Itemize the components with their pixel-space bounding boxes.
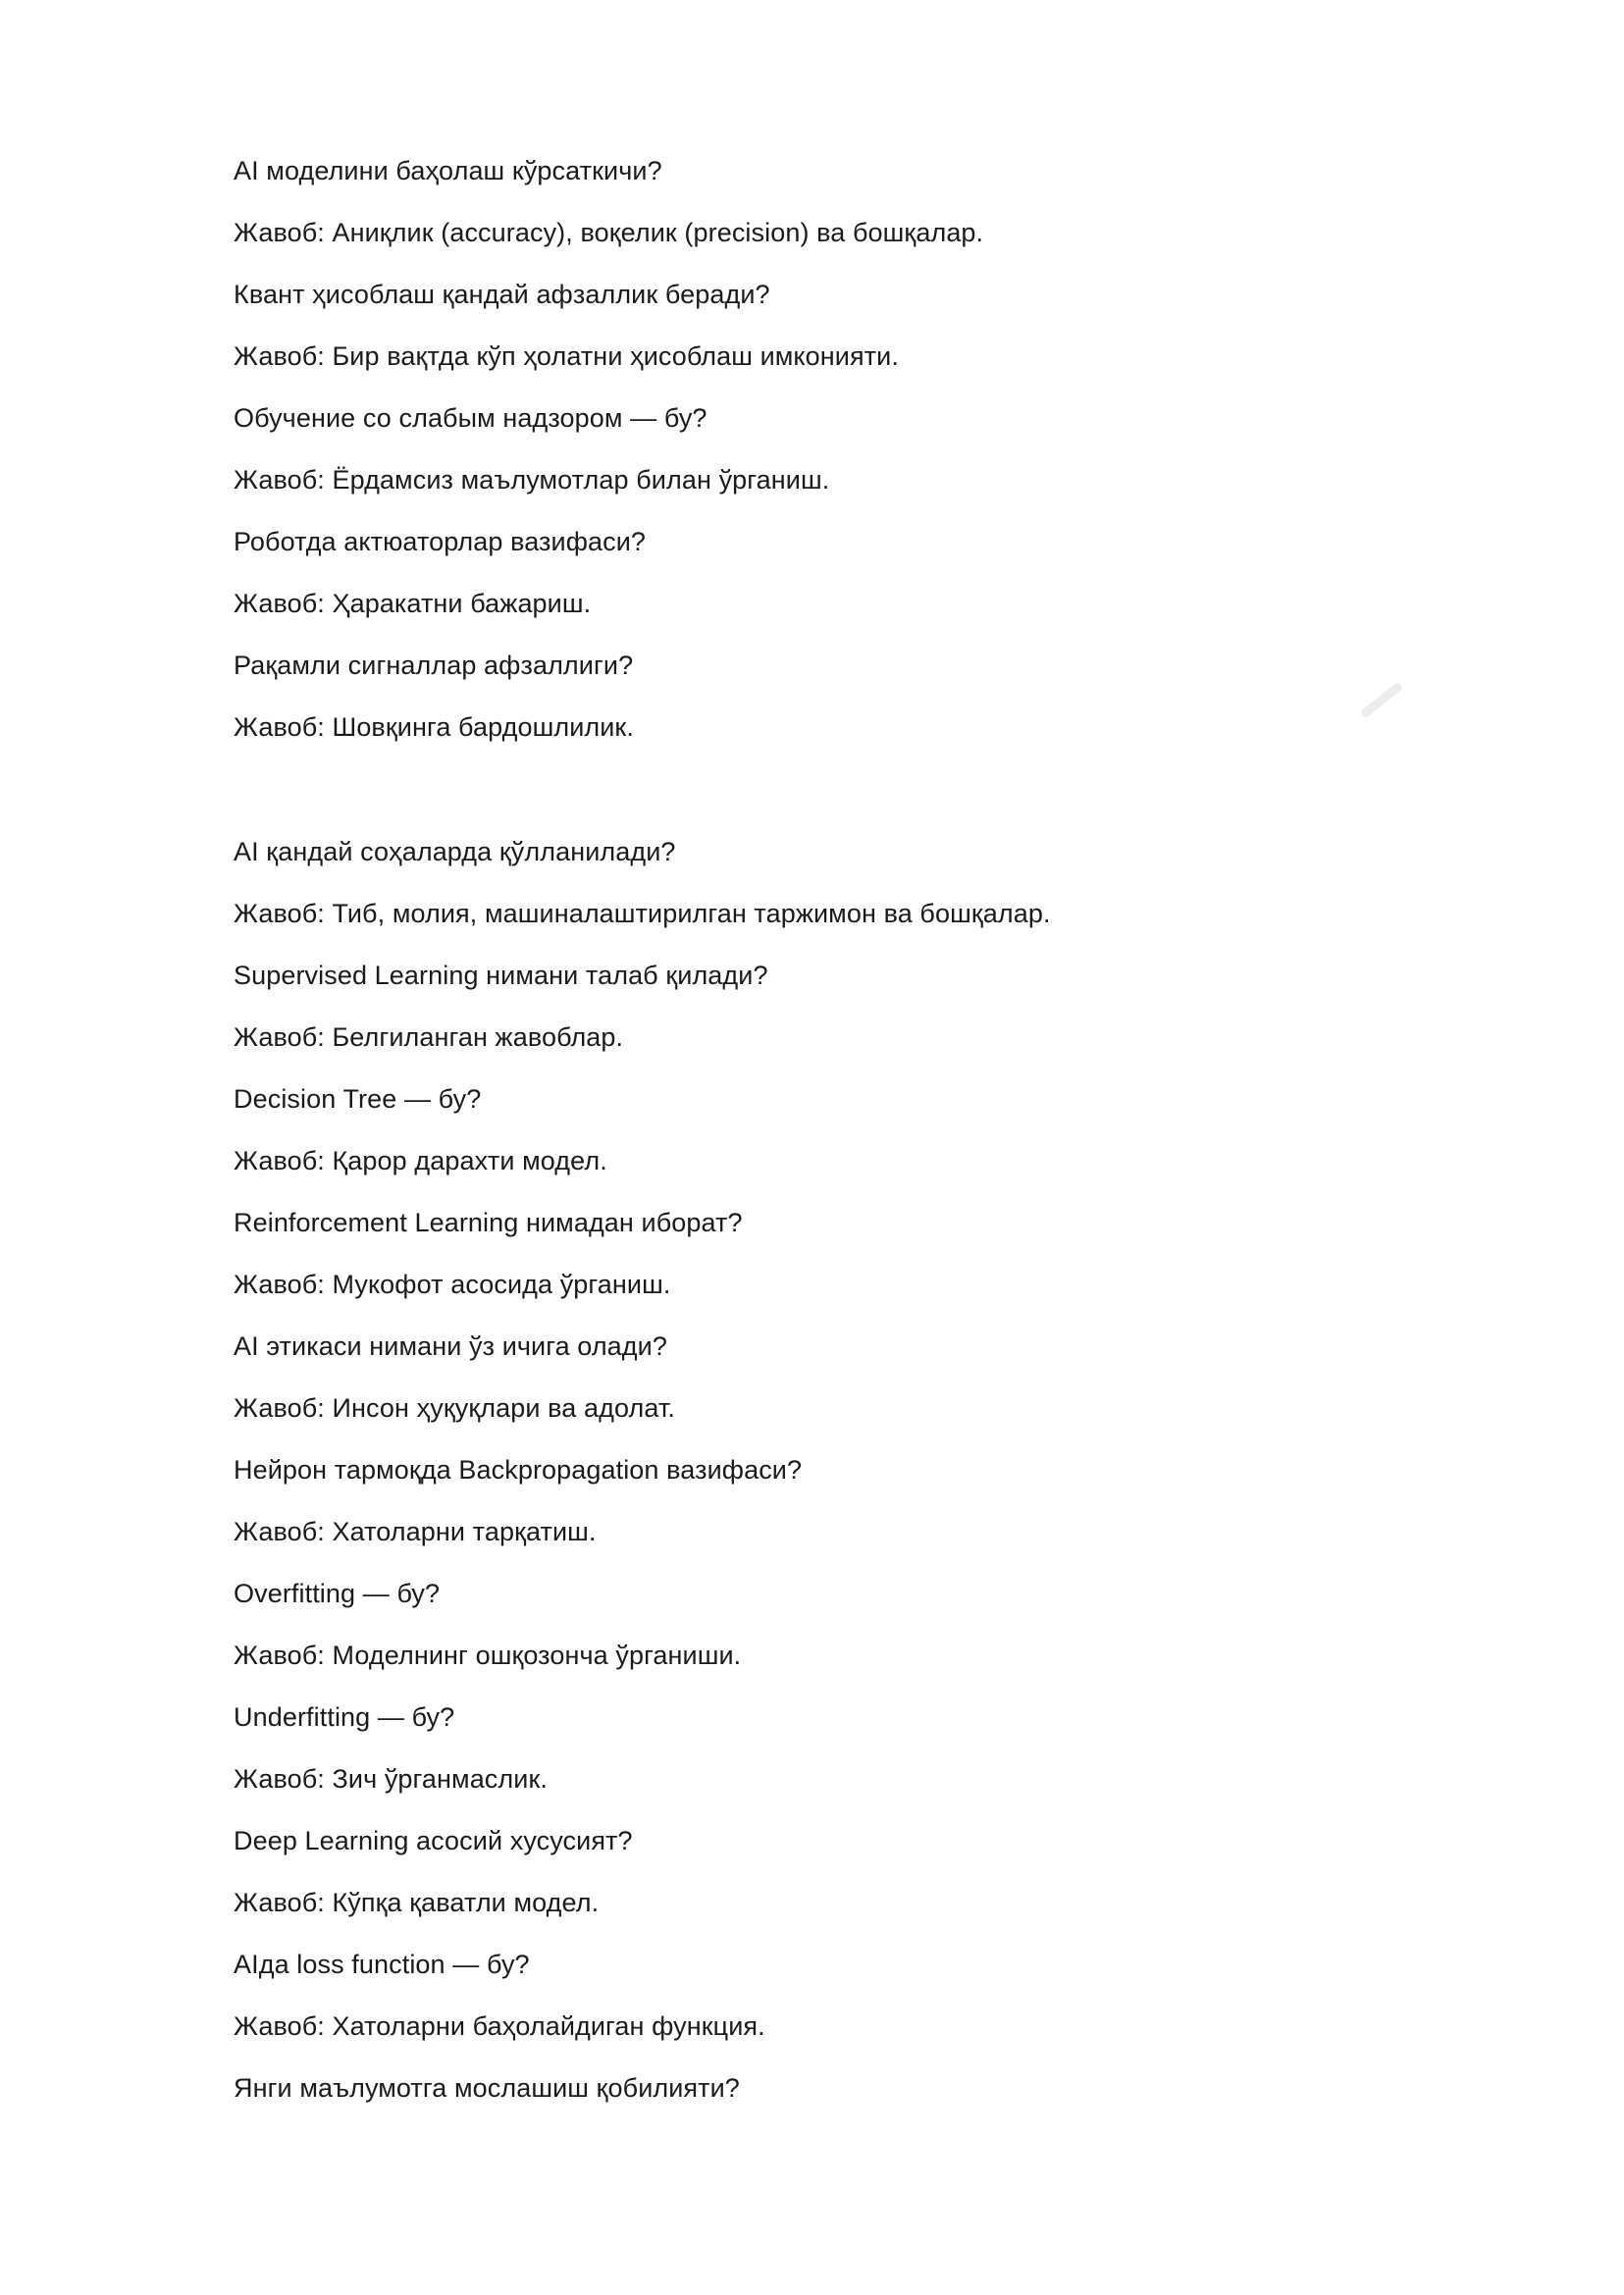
qa-section-1 <box>234 149 1391 767</box>
question-line: Нейрон тармоқда Backpropagation вазифаси? <box>234 1455 803 1485</box>
answer-line: Жавоб: Шовқинга бардошлилик. <box>234 712 634 742</box>
question-line: Квант ҳисоблаш қандай афзаллик беради? <box>234 280 770 309</box>
question-line: Рақамли сигналлар афзаллиги? <box>234 651 634 680</box>
answer-line: Жавоб: Зич ўрганмаслик. <box>234 1764 548 1794</box>
question-line: Янги маълумотга мослашиш қобилияти? <box>234 2073 740 2103</box>
answer-line: Жавоб: Моделнинг ошқозонча ўрганиши. <box>234 1641 742 1670</box>
answer-line: Жавоб: Инсон ҳуқуқлари ва адолат. <box>234 1393 675 1423</box>
question-line: Reinforcement Learning нимадан иборат? <box>234 1208 743 1237</box>
answer-line: Жавоб: Бир вақтда кўп ҳолатни ҳисоблаш имконияти. <box>234 341 899 371</box>
answer-line: Жавоб: Хатоларни баҳолайдиган функция. <box>234 2011 765 2041</box>
answer-line: Жавоб: Ёрдамсиз маълумотлар билан ўрганиш. <box>234 465 830 495</box>
answer-line: Жавоб: Қарор дарахти модел. <box>234 1146 607 1175</box>
answer-line: Жавоб: Ҳаракатни бажариш. <box>234 589 592 618</box>
question-line: Роботда актюаторлар вазифаси? <box>234 527 647 556</box>
question-line: Underfitting — бу? <box>234 1702 455 1732</box>
qa-section-2 <box>234 830 1391 2128</box>
answer-line: Жавоб: Кўпқа қаватли модел. <box>234 1888 600 1917</box>
question-line: Supervised Learning нимани талаб қилади? <box>234 961 768 990</box>
question-line: AIда loss function — бу? <box>234 1950 530 1979</box>
answer-line: Жавоб: Белгиланган жавоблар. <box>234 1022 624 1052</box>
question-line: AI моделини баҳолаш кўрсаткичи? <box>234 156 662 185</box>
question-line: Overfitting — бу? <box>234 1579 441 1608</box>
answer-line: Жавоб: Хатоларни тарқатиш. <box>234 1517 597 1546</box>
question-line: AI этикаси нимани ўз ичига олади? <box>234 1331 667 1361</box>
answer-line: Жавоб: Мукофот асосида ўрганиш. <box>234 1270 671 1299</box>
question-line: Decision Tree — бу? <box>234 1084 482 1114</box>
answer-line: Жавоб: Аниқлик (accuracy), воқелик (precision) ва бошқалар. <box>234 218 984 247</box>
question-line: Обучение со слабым надзором — бу? <box>234 403 707 433</box>
question-line: Deep Learning асосий хусусият? <box>234 1826 633 1855</box>
question-line: AI қандай соҳаларда қўлланилади? <box>234 837 676 866</box>
answer-line: Жавоб: Тиб, молия, машиналаштирилган таржимон ва бошқалар. <box>234 899 1051 928</box>
